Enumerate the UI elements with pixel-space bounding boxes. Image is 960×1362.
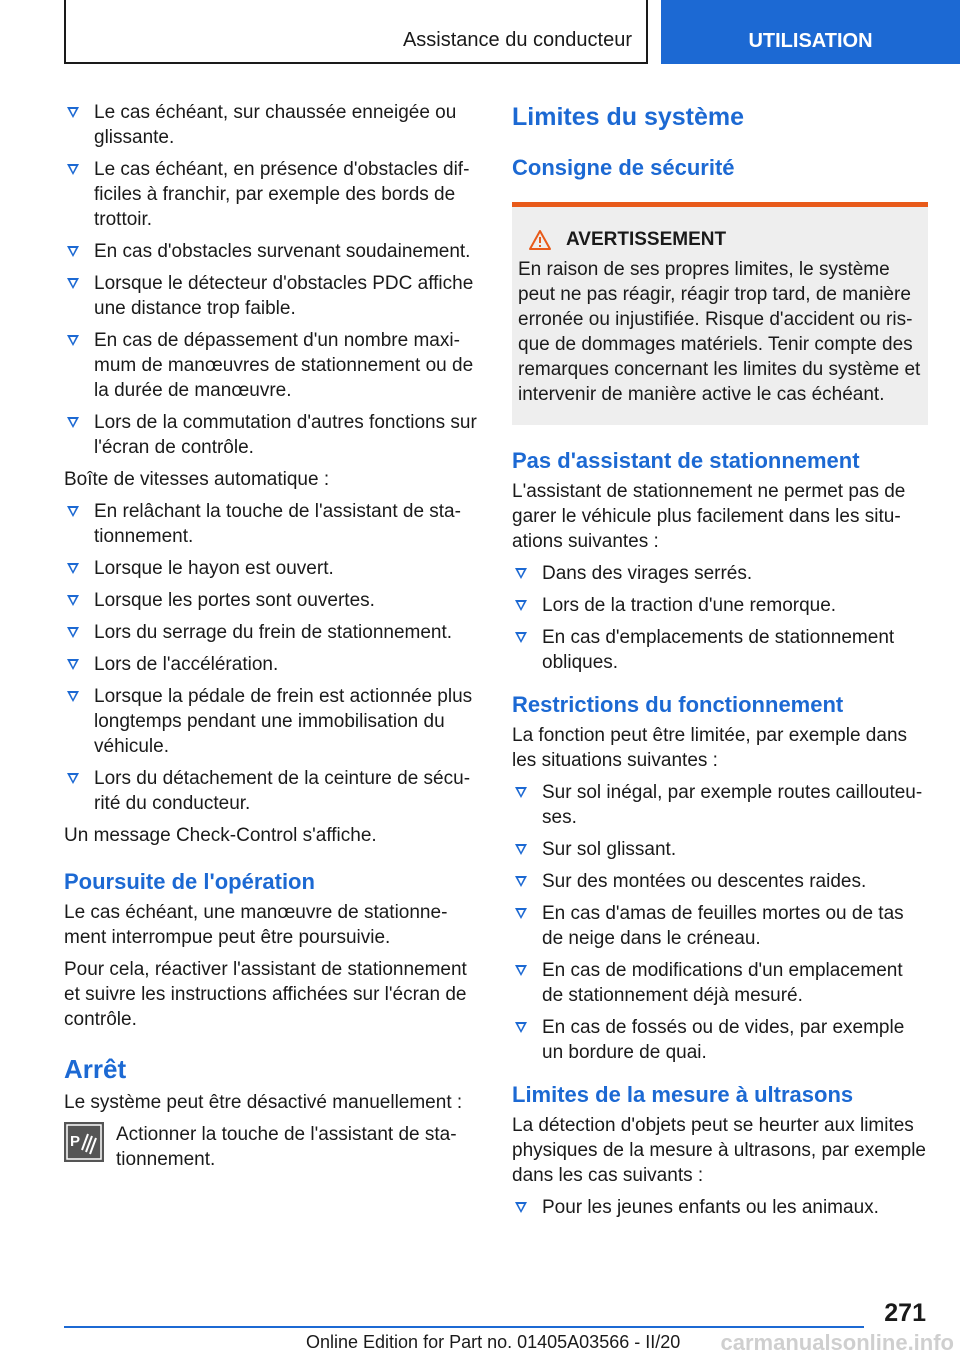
list-item [64,410,480,460]
watermark: carmanualsonline.info [720,1330,954,1355]
list-item [64,652,480,677]
list-item-text: En cas d'emplacements de stationnement obliques. [542,627,895,673]
triangle-bullet-icon [515,600,527,611]
list-item [512,561,928,586]
list-item-text: Lors de la commutation d'autres fonctions sur l'écran de contrôle. [94,412,477,458]
auto-gearbox-label: Boîte de vitesses automatique : [64,469,330,490]
list-item [64,328,480,403]
list-item-text: Le cas échéant, sur chaussée enneigée ou glissante. [94,102,457,148]
list-item-text: En cas de fossés ou de vides, par exemple un bordure de quai. [542,1017,905,1063]
list-item [64,100,480,150]
list-item-text: En cas de dépassement d'un nombre maximum de manœuvres de stationnement ou de la durée de manœuvre. [94,330,474,401]
list-item [512,593,928,618]
triangle-bullet-icon [515,632,527,643]
poursuite-heading: Poursuite de l'opération [64,869,315,894]
list-item [64,766,480,816]
list-item-text: Lors de la traction d'une remorque. [542,595,837,616]
restrictions-paragraph: La fonction peut être limitée, par exemple dans les situations suivantes : [512,725,908,771]
triangle-bullet-icon [515,876,527,887]
bullet-list-pas [512,561,928,675]
right-column [512,102,928,1227]
list-item [512,869,928,894]
warning-box [512,202,928,425]
triangle-bullet-icon [515,1202,527,1213]
warning-triangle-icon [528,229,552,251]
restrictions-heading: Restrictions du fonctionnement [512,692,844,717]
poursuite-paragraph-1: Le cas échéant, une manœuvre de stationnement interrompue peut être poursuivie. [64,902,448,948]
list-item [512,837,928,862]
list-item [512,625,928,675]
bullet-list-auto-gearbox [64,499,480,816]
list-item-text: Lors de l'accélération. [94,654,279,675]
list-item-text: Sur sol inégal, par exemple routes caillouteuses. [542,782,923,828]
triangle-bullet-icon [67,335,79,346]
triangle-bullet-icon [67,691,79,702]
list-item-text: Sur des montées ou descentes raides. [542,871,867,892]
arret-action-text: Actionner la touche de l'assistant de stationnement. [116,1124,457,1170]
triangle-bullet-icon [67,278,79,289]
warning-title-row [518,229,922,251]
list-item-text: Lorsque les portes sont ouvertes. [94,590,375,611]
list-item-text: En relâchant la touche de l'assistant de stationnement. [94,501,461,547]
triangle-bullet-icon [67,246,79,257]
warning-text: En raison de ses propres limites, le système peut ne pas réagir, réagir trop tard, de manière erronée ou injustifiée. Risque d'accident ou risque de dommages matériels. Tenir compte des remarques concernant les limites du système et intervenir de manière active le cas échéant. [518,259,921,405]
list-item-text: Lors du serrage du frein de stationnement. [94,622,453,643]
triangle-bullet-icon [515,1022,527,1033]
list-item [64,620,480,645]
consigne-heading: Consigne de sécurité [512,155,735,180]
list-item-text: Lorsque le détecteur d'obstacles PDC affiche une distance trop faible. [94,273,474,319]
footer-edition: Online Edition for Part no. 01405A03566 - II/20 [306,1332,681,1352]
page-number: 271 [884,1299,926,1327]
list-item-text: Lorsque le hayon est ouvert. [94,558,334,579]
triangle-bullet-icon [67,506,79,517]
bullet-list-stop-conditions [64,100,480,460]
list-item-text: Pour les jeunes enfants ou les animaux. [542,1197,879,1218]
list-item [512,1195,928,1220]
triangle-bullet-icon [67,627,79,638]
bullet-list-restrictions [512,780,928,1065]
footer-divider [64,1326,864,1328]
list-item-text: Sur sol glissant. [542,839,677,860]
pas-paragraph: L'assistant de stationnement ne permet pas de garer le véhicule plus facilement dans les situations suivantes : [512,481,906,552]
ultrasons-paragraph: La détection d'objets peut se heurter aux limites physiques de la mesure à ultrasons, par exemple dans les cas suivants : [512,1115,927,1186]
list-item-text: En cas de modifications d'un emplacement de stationnement déjà mesuré. [542,960,903,1006]
triangle-bullet-icon [515,965,527,976]
list-item-text: Le cas échéant, en présence d'obstacles difficiles à franchir, par exemple des bords de trottoir. [94,159,470,230]
triangle-bullet-icon [515,787,527,798]
list-item [64,684,480,759]
check-control-text: Un message Check-Control s'affiche. [64,825,377,846]
list-item-text: En cas d'obstacles survenant soudainement. [94,241,471,262]
park-assist-button-icon [64,1122,104,1162]
list-item [64,556,480,581]
triangle-bullet-icon [67,595,79,606]
triangle-bullet-icon [67,563,79,574]
triangle-bullet-icon [67,773,79,784]
list-item-text: Lors du détachement de la ceinture de sécurité du conducteur. [94,768,471,814]
triangle-bullet-icon [515,908,527,919]
triangle-bullet-icon [67,417,79,428]
list-item [512,958,928,1008]
list-item [64,157,480,232]
poursuite-paragraph-2: Pour cela, réactiver l'assistant de stationnement et suivre les instructions affichées sur l'écran de contrôle. [64,959,467,1030]
bullet-list-ultrasons [512,1195,928,1220]
ultrasons-heading: Limites de la mesure à ultrasons [512,1082,854,1107]
list-item-text: En cas d'amas de feuilles mortes ou de tas de neige dans le créneau. [542,903,904,949]
list-item [512,1015,928,1065]
triangle-bullet-icon [67,164,79,175]
list-item [64,588,480,613]
header-section-box [64,0,648,64]
header-section-title: Assistance du conducteur [402,29,632,51]
arret-action [64,1122,480,1172]
header-chapter-tab: UTILISATION [661,0,960,64]
arret-heading: Arrêt [64,1054,127,1084]
triangle-bullet-icon [67,107,79,118]
list-item [512,780,928,830]
arret-paragraph: Le système peut être désactivé manuellement : [64,1092,463,1113]
triangle-bullet-icon [67,659,79,670]
list-item [512,901,928,951]
pas-heading: Pas d'assistant de stationnement [512,448,860,473]
left-column [64,100,480,1172]
svg-text:P: P [70,1133,81,1150]
triangle-bullet-icon [515,568,527,579]
list-item [64,239,480,264]
triangle-bullet-icon [515,844,527,855]
list-item [64,271,480,321]
limites-heading: Limites du système [512,103,745,131]
list-item-text: Dans des virages serrés. [542,563,753,584]
list-item [64,499,480,549]
warning-title: AVERTISSEMENT [566,229,727,250]
list-item-text: Lorsque la pédale de frein est actionnée plus longtemps pendant une immobilisation du véhicule. [94,686,473,757]
